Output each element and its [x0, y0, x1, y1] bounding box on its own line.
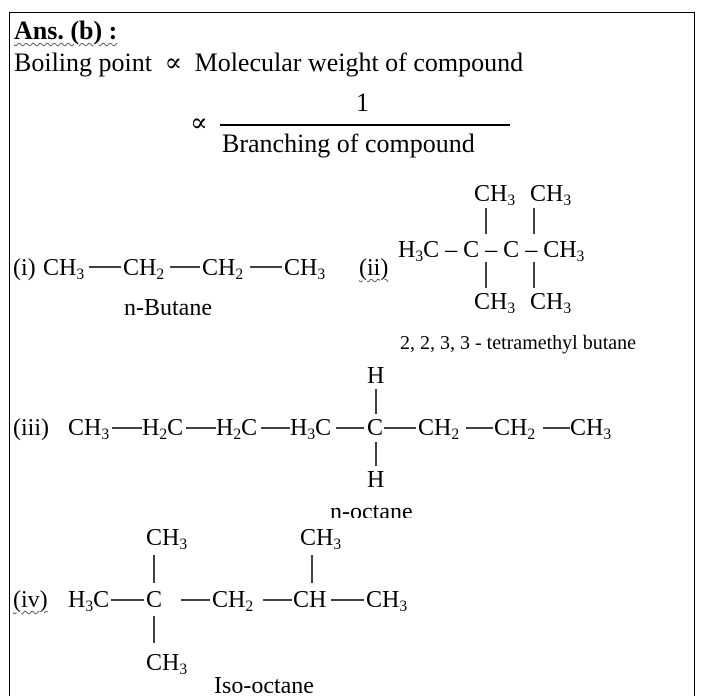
compound-i-c4: [284, 255, 326, 283]
g6-text: CH: [418, 415, 452, 441]
fraction-denominator: Branching of compound: [222, 129, 475, 158]
compound-iii-name: n-octane: [330, 500, 413, 518]
relation-lhs: Boiling point: [14, 48, 152, 77]
g6-sub: 2: [451, 425, 460, 443]
bot-b-text: CH: [530, 289, 564, 315]
g7-text: CH: [494, 415, 528, 441]
left-sub: 3: [415, 247, 424, 265]
g4-c: C: [315, 415, 332, 441]
compound-iii-g5: C: [367, 415, 384, 441]
compound-i-c1: [43, 255, 85, 283]
compound-iv-c-quat: C: [146, 587, 163, 613]
compound-i-label-text: (i): [13, 255, 36, 281]
left-c: C: [423, 237, 440, 263]
c2-text: CH: [123, 255, 157, 281]
answer-heading-text: Ans. (b) :: [14, 16, 118, 45]
g2-text: H: [142, 415, 160, 441]
compound-ii-main-chain: [398, 237, 585, 265]
compound-ii-bot-a: [474, 289, 516, 317]
compound-iv-top1: [146, 525, 188, 553]
bottom-text: CH: [146, 650, 180, 676]
g2-sub: 2: [159, 425, 168, 443]
compound-iii-g8: [570, 415, 612, 443]
compound-iii-label-text: (iii): [13, 415, 49, 441]
dash-2: –: [485, 237, 498, 263]
compound-iii-g7: [494, 415, 536, 443]
compound-i-c3: [202, 255, 244, 283]
top2-sub: 3: [333, 535, 342, 553]
c1-text: CH: [43, 255, 77, 281]
compound-ii-top-b: [530, 181, 572, 209]
compound-iii-label: [13, 416, 49, 440]
right-sub: 3: [576, 247, 585, 265]
proportional-symbol-2: ∝: [190, 108, 208, 137]
c-a: C: [463, 237, 480, 263]
g8-text: CH: [570, 415, 604, 441]
left-h-iv: H: [68, 587, 86, 613]
compound-iv-name: Iso-octane: [214, 674, 314, 696]
top-b-text: CH: [530, 181, 564, 207]
g3-text: H: [216, 415, 234, 441]
top1-sub: 3: [179, 535, 188, 553]
compound-iii-g4: [290, 415, 332, 443]
compound-iv-left: [68, 587, 110, 615]
compound-i-name: n-Butane: [124, 295, 212, 321]
relation-rhs: Molecular weight of compound: [194, 48, 524, 77]
bottom-sub: 3: [179, 660, 188, 678]
compound-iv-label: [13, 588, 48, 612]
compound-iv-name-clip: [214, 674, 344, 696]
compound-iv-ch: CH: [293, 587, 327, 613]
right-ch-iv: CH: [366, 587, 400, 613]
compound-i-c2: [123, 255, 165, 283]
top2-text: CH: [300, 525, 334, 551]
compound-ii-label: [359, 256, 388, 280]
compound-iii-g6: [418, 415, 460, 443]
c4-sub: 3: [317, 265, 326, 283]
compound-iv-right: [366, 587, 408, 615]
g3-c: C: [241, 415, 258, 441]
dash-1: –: [445, 237, 458, 263]
bot-a-text: CH: [474, 289, 508, 315]
top1-text: CH: [146, 525, 180, 551]
compound-iii-name-clip: [330, 500, 440, 518]
c3-text: CH: [202, 255, 236, 281]
dash-3: –: [525, 237, 538, 263]
g3-sub: 2: [233, 425, 242, 443]
compound-iii-top-h: H: [367, 363, 385, 389]
ch2-sub: 2: [245, 597, 254, 615]
left-c-iv: C: [93, 587, 110, 613]
ch2-text: CH: [212, 587, 246, 613]
left-h: H: [398, 237, 416, 263]
compound-iii-g3: [216, 415, 258, 443]
compound-iv-label-text: (iv): [13, 587, 48, 613]
g1-sub: 3: [101, 425, 110, 443]
g1-text: CH: [68, 415, 102, 441]
compound-ii-top-a: [474, 181, 516, 209]
fraction-numerator: 1: [356, 88, 369, 117]
compound-iv-ch2: [212, 587, 254, 615]
c4-text: CH: [284, 255, 318, 281]
compound-iii-g2: [142, 415, 184, 443]
c1-sub: 3: [76, 265, 85, 283]
c2-sub: 2: [156, 265, 165, 283]
c-b: C: [503, 237, 520, 263]
left-sub-iv: 3: [85, 597, 94, 615]
right-ch: CH: [543, 237, 577, 263]
bot-a-sub: 3: [507, 299, 516, 317]
compound-iii-g1: [68, 415, 110, 443]
top-a-sub: 3: [507, 191, 516, 209]
compound-ii-name: 2, 2, 3, 3 - tetramethyl butane: [400, 332, 637, 354]
proportional-symbol: ∝: [164, 48, 183, 77]
top-b-sub: 3: [563, 191, 572, 209]
compound-iv-bottom: [146, 650, 188, 678]
bot-b-sub: 3: [563, 299, 572, 317]
compound-iii-bottom-h: H: [367, 467, 385, 493]
compound-i-label: [13, 256, 36, 280]
top-a-text: CH: [474, 181, 508, 207]
g8-sub: 3: [603, 425, 612, 443]
g4-text: H: [290, 415, 308, 441]
compound-ii-label-text: (ii): [359, 255, 389, 281]
g7-sub: 2: [527, 425, 536, 443]
c3-sub: 2: [235, 265, 244, 283]
g4-sub: 3: [307, 425, 316, 443]
g2-c: C: [167, 415, 184, 441]
compound-iv-top2: [300, 525, 342, 553]
compound-ii-bot-b: [530, 289, 572, 317]
right-sub-iv: 3: [399, 597, 408, 615]
